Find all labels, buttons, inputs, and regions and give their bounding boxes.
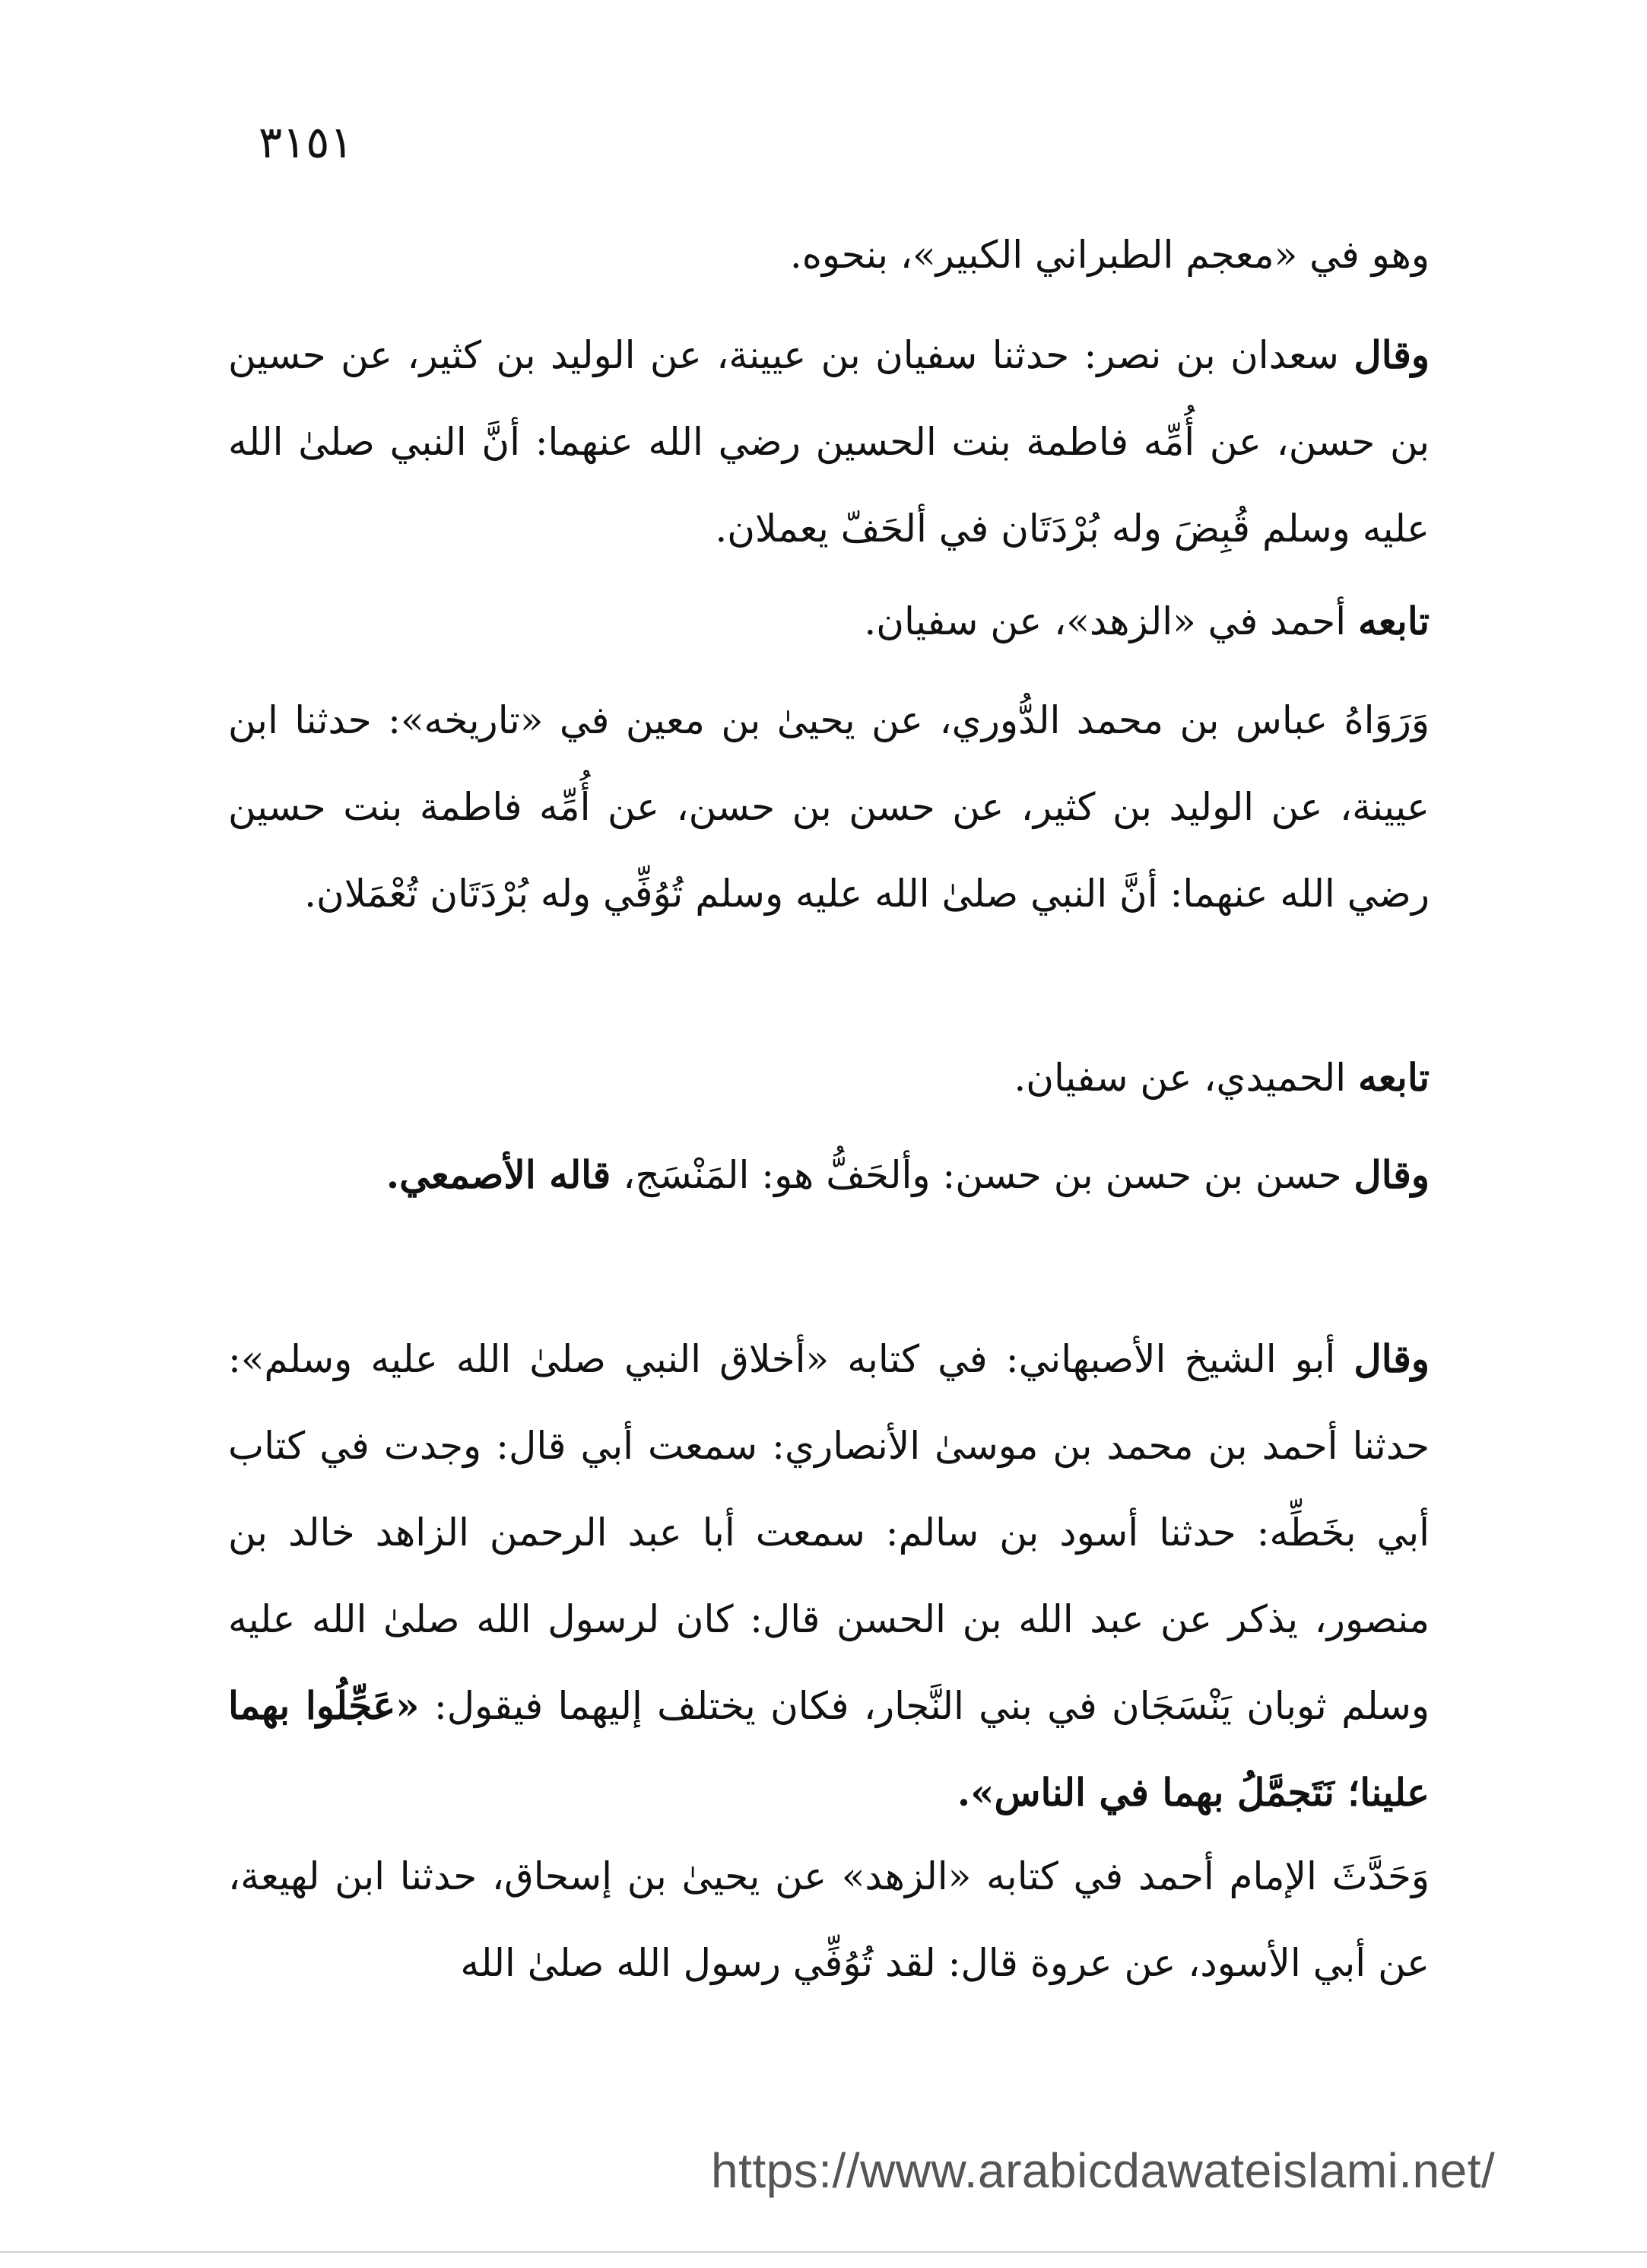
paragraph-2-text: سعدان بن نصر: حدثنا سفيان بن عيينة، عن الوليد بن كثير، عن حسين بن حسن، عن أُمِّه فاطمة بنت الحسين رضي الله عنهما: أنَّ النبي صلىٰ الله عليه وسلم قُبِضَ وله بُرْدَتَان في ألحَفّ يعملان.	[228, 333, 1430, 551]
paragraph-3-text: أحمد في «الزهد»، عن سفيان.	[864, 599, 1358, 643]
paragraph-3-lead: تابعه	[1358, 599, 1430, 643]
paragraph-5-text: الحميدي، عن سفيان.	[1014, 1056, 1358, 1100]
paragraph-6-tail: قاله الأصمعي.	[386, 1152, 611, 1197]
paragraph-7	[228, 1316, 1430, 1836]
paragraph-4-text: وَرَوَاهُ عباس بن محمد الدُّوري، عن يحيىٰ بن معين في «تاريخه»: حدثنا ابن عيينة، عن الوليد بن كثير، عن حسن بن حسن، عن أُمِّه فاطمة بنت حسين رضي الله عنهما: أنَّ النبي صلىٰ الله عليه وسلم تُوُفِّي وله بُرْدَتَان تُعْمَلان.	[228, 698, 1430, 916]
paragraph-7-lead: وقال	[1353, 1336, 1430, 1381]
paragraph-8	[228, 1833, 1430, 2006]
paragraph-1-text: وهو في «معجم الطبراني الكبير»، بنحوه.	[789, 233, 1430, 277]
paragraph-7-tail: «عَجِّلُوا بهما علينا؛ نَتَجمَّلُ بهما في الناس».	[228, 1683, 1430, 1815]
paragraph-5	[228, 1034, 1430, 1121]
paragraph-7-text: أبو الشيخ الأصبهاني: في كتابه «أخلاق النبي صلىٰ الله عليه وسلم»: حدثنا أحمد بن محمد بن موسىٰ الأنصاري: سمعت أبي قال: وجدت في كتاب أبي بخَطِّه: حدثنا أسود بن سالم: سمعت أبا عبد الرحمن الزاهد خالد بن منصور، يذكر عن عبد الله بن الحسن قال: كان لرسول الله صلىٰ الله عليه وسلم ثوبان يَنْسَجَان في بني النَّجار، فكان يختلف إليهما فيقول:	[228, 1337, 1430, 1728]
paragraph-6-lead: وقال	[1353, 1152, 1430, 1197]
paragraph-6-text: حسن بن حسن بن حسن: وألحَفُّ هو: المَنْسَج،	[611, 1153, 1354, 1197]
paragraph-8-text: وَحَدَّثَ الإمام أحمد في كتابه «الزهد» عن يحيىٰ بن إسحاق، حدثنا ابن لهيعة، عن أبي الأسود، عن عروة قال: لقد تُوُفِّي رسول الله صلىٰ الله	[228, 1854, 1430, 1985]
paragraph-3	[228, 578, 1430, 665]
paragraph-6	[228, 1132, 1430, 1218]
watermark-url: https://www.arabicdawateislami.net/	[711, 2143, 1496, 2198]
paragraph-5-lead: تابعه	[1358, 1055, 1430, 1100]
paragraph-4	[228, 677, 1430, 937]
paragraph-2-lead: وقال	[1353, 332, 1430, 377]
paragraph-1	[228, 211, 1430, 298]
page-number: ٣١٥١	[259, 116, 354, 168]
bottom-divider	[0, 2251, 1647, 2253]
paragraph-2	[228, 312, 1430, 572]
